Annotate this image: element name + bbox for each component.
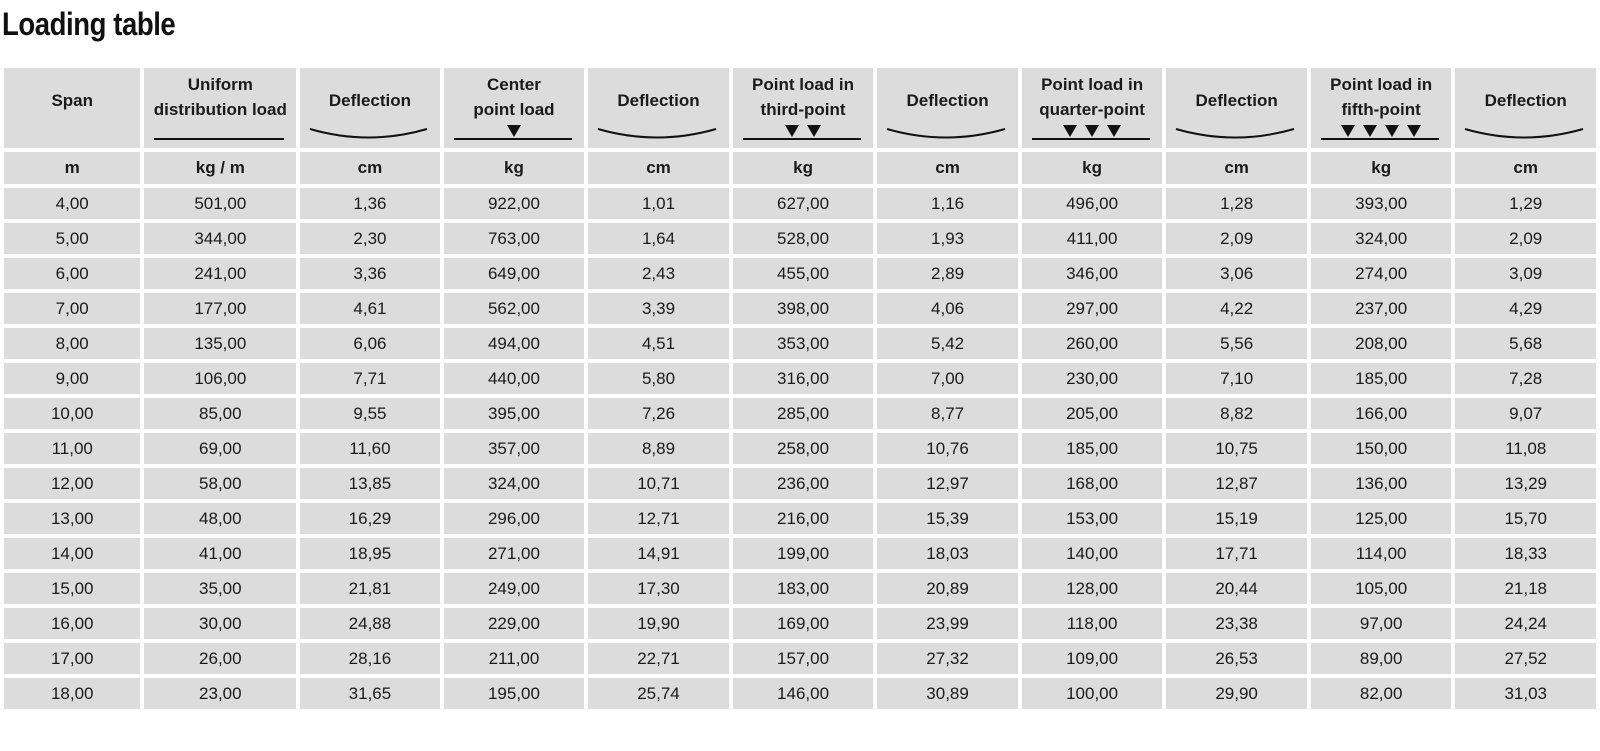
load-line-icon (1032, 138, 1151, 140)
value-cell: 1,93 (877, 223, 1018, 254)
column-header-label: Center point load (473, 75, 555, 119)
down-arrow-icon (1107, 125, 1121, 137)
value-cell: 17,71 (1166, 538, 1307, 569)
value-cell: 12,97 (877, 468, 1018, 499)
value-cell: 649,00 (444, 258, 585, 289)
value-cell: 20,89 (877, 573, 1018, 604)
column-header-label: Span (51, 90, 93, 110)
value-cell: 440,00 (444, 363, 585, 394)
header-cell (1455, 68, 1596, 148)
value-cell: 344,00 (144, 223, 296, 254)
value-cell: 249,00 (444, 573, 585, 604)
value-cell: 393,00 (1311, 188, 1452, 219)
value-cell: 9,55 (300, 398, 440, 429)
deflection-curve-icon (885, 126, 1007, 142)
span-cell: 9,00 (4, 363, 140, 394)
span-cell: 11,00 (4, 433, 140, 464)
unit-cell: kg (1311, 152, 1452, 184)
value-cell: 13,85 (300, 468, 440, 499)
page-title: Loading table (2, 6, 176, 42)
unit-cell: kg / m (144, 152, 296, 184)
value-cell: 1,01 (588, 188, 729, 219)
span-cell: 4,00 (4, 188, 140, 219)
value-cell: 135,00 (144, 328, 296, 359)
header-cell (1022, 68, 1163, 148)
value-cell: 398,00 (733, 293, 874, 324)
table-row (4, 643, 1596, 674)
span-cell: 12,00 (4, 468, 140, 499)
down-arrow-icon (1085, 125, 1099, 137)
value-cell: 230,00 (1022, 363, 1163, 394)
value-cell: 105,00 (1311, 573, 1452, 604)
value-cell: 395,00 (444, 398, 585, 429)
value-cell: 153,00 (1022, 503, 1163, 534)
loading-table-container (4, 68, 1600, 713)
value-cell: 106,00 (144, 363, 296, 394)
span-cell: 17,00 (4, 643, 140, 674)
unit-cell: cm (588, 152, 729, 184)
value-cell: 216,00 (733, 503, 874, 534)
load-line-icon (743, 138, 862, 140)
value-cell: 237,00 (1311, 293, 1452, 324)
value-cell: 22,71 (588, 643, 729, 674)
value-cell: 168,00 (1022, 468, 1163, 499)
value-cell: 316,00 (733, 363, 874, 394)
column-header-label: Point load in fifth-point (1330, 75, 1433, 119)
value-cell: 229,00 (444, 608, 585, 639)
value-cell: 1,36 (300, 188, 440, 219)
deflection-curve-icon (1174, 126, 1296, 142)
value-cell: 258,00 (733, 433, 874, 464)
value-cell: 2,09 (1166, 223, 1307, 254)
value-cell: 146,00 (733, 678, 874, 709)
table-row (4, 678, 1596, 709)
header-cell (1166, 68, 1307, 148)
value-cell: 18,33 (1455, 538, 1596, 569)
value-cell: 26,00 (144, 643, 296, 674)
header-cell (1311, 68, 1452, 148)
value-cell: 1,29 (1455, 188, 1596, 219)
units-row (4, 152, 1596, 184)
span-cell: 6,00 (4, 258, 140, 289)
table-row (4, 468, 1596, 499)
value-cell: 109,00 (1022, 643, 1163, 674)
value-cell: 114,00 (1311, 538, 1452, 569)
table-row (4, 573, 1596, 604)
value-cell: 150,00 (1311, 433, 1452, 464)
value-cell: 324,00 (1311, 223, 1452, 254)
value-cell: 357,00 (444, 433, 585, 464)
value-cell: 3,06 (1166, 258, 1307, 289)
value-cell: 3,39 (588, 293, 729, 324)
unit-cell: kg (444, 152, 585, 184)
value-cell: 195,00 (444, 678, 585, 709)
down-arrow-icon (1341, 125, 1355, 137)
value-cell: 15,39 (877, 503, 1018, 534)
value-cell: 496,00 (1022, 188, 1163, 219)
value-cell: 19,90 (588, 608, 729, 639)
value-cell: 140,00 (1022, 538, 1163, 569)
value-cell: 528,00 (733, 223, 874, 254)
value-cell: 30,00 (144, 608, 296, 639)
table-row (4, 293, 1596, 324)
value-cell: 11,08 (1455, 433, 1596, 464)
value-cell: 10,75 (1166, 433, 1307, 464)
header-cell (877, 68, 1018, 148)
column-header-label: Point load in third-point (752, 75, 855, 119)
value-cell: 8,77 (877, 398, 1018, 429)
value-cell: 11,60 (300, 433, 440, 464)
value-cell: 285,00 (733, 398, 874, 429)
point-load-arrows (1022, 125, 1163, 137)
value-cell: 271,00 (444, 538, 585, 569)
header-cell (444, 68, 585, 148)
value-cell: 3,36 (300, 258, 440, 289)
down-arrow-icon (1363, 125, 1377, 137)
down-arrow-icon (1063, 125, 1077, 137)
value-cell: 297,00 (1022, 293, 1163, 324)
table-row (4, 608, 1596, 639)
value-cell: 48,00 (144, 503, 296, 534)
value-cell: 177,00 (144, 293, 296, 324)
table-row (4, 433, 1596, 464)
column-header-label: Deflection (617, 90, 700, 110)
value-cell: 13,29 (1455, 468, 1596, 499)
value-cell: 23,38 (1166, 608, 1307, 639)
value-cell: 5,68 (1455, 328, 1596, 359)
header-cell (4, 68, 140, 148)
value-cell: 205,00 (1022, 398, 1163, 429)
value-cell: 31,65 (300, 678, 440, 709)
span-cell: 10,00 (4, 398, 140, 429)
value-cell: 922,00 (444, 188, 585, 219)
table-row (4, 398, 1596, 429)
value-cell: 82,00 (1311, 678, 1452, 709)
value-cell: 455,00 (733, 258, 874, 289)
span-cell: 5,00 (4, 223, 140, 254)
value-cell: 14,91 (588, 538, 729, 569)
value-cell: 97,00 (1311, 608, 1452, 639)
value-cell: 7,28 (1455, 363, 1596, 394)
value-cell: 89,00 (1311, 643, 1452, 674)
header-cell (588, 68, 729, 148)
table-row (4, 328, 1596, 359)
value-cell: 58,00 (144, 468, 296, 499)
value-cell: 100,00 (1022, 678, 1163, 709)
down-arrow-icon (785, 125, 799, 137)
span-cell: 15,00 (4, 573, 140, 604)
value-cell: 2,30 (300, 223, 440, 254)
value-cell: 69,00 (144, 433, 296, 464)
table-row (4, 538, 1596, 569)
column-header-label: Deflection (1195, 90, 1278, 110)
value-cell: 411,00 (1022, 223, 1163, 254)
value-cell: 494,00 (444, 328, 585, 359)
value-cell: 15,70 (1455, 503, 1596, 534)
value-cell: 30,89 (877, 678, 1018, 709)
point-load-arrows (1311, 125, 1452, 137)
unit-cell: cm (1455, 152, 1596, 184)
value-cell: 128,00 (1022, 573, 1163, 604)
value-cell: 6,06 (300, 328, 440, 359)
value-cell: 3,09 (1455, 258, 1596, 289)
value-cell: 2,09 (1455, 223, 1596, 254)
value-cell: 501,00 (144, 188, 296, 219)
unit-cell: cm (300, 152, 440, 184)
value-cell: 85,00 (144, 398, 296, 429)
column-header-label: Uniform distribution load (153, 75, 287, 119)
value-cell: 260,00 (1022, 328, 1163, 359)
value-cell: 157,00 (733, 643, 874, 674)
header-cell (300, 68, 440, 148)
value-cell: 28,16 (300, 643, 440, 674)
value-cell: 24,24 (1455, 608, 1596, 639)
unit-cell: m (4, 152, 140, 184)
value-cell: 241,00 (144, 258, 296, 289)
value-cell: 20,44 (1166, 573, 1307, 604)
value-cell: 16,29 (300, 503, 440, 534)
span-cell: 14,00 (4, 538, 140, 569)
deflection-curve-icon (596, 126, 718, 142)
column-header-label: Deflection (328, 90, 412, 110)
value-cell: 21,18 (1455, 573, 1596, 604)
value-cell: 17,30 (588, 573, 729, 604)
point-load-arrows (444, 125, 585, 137)
value-cell: 18,03 (877, 538, 1018, 569)
value-cell: 2,89 (877, 258, 1018, 289)
value-cell: 9,07 (1455, 398, 1596, 429)
column-header-label: Point load in quarter-point (1039, 75, 1145, 119)
value-cell: 29,90 (1166, 678, 1307, 709)
value-cell: 2,43 (588, 258, 729, 289)
value-cell: 25,74 (588, 678, 729, 709)
value-cell: 18,95 (300, 538, 440, 569)
value-cell: 7,26 (588, 398, 729, 429)
down-arrow-icon (1385, 125, 1399, 137)
value-cell: 211,00 (444, 643, 585, 674)
value-cell: 4,06 (877, 293, 1018, 324)
span-cell: 13,00 (4, 503, 140, 534)
value-cell: 5,42 (877, 328, 1018, 359)
span-cell: 7,00 (4, 293, 140, 324)
value-cell: 274,00 (1311, 258, 1452, 289)
deflection-curve-icon (308, 126, 429, 142)
value-cell: 296,00 (444, 503, 585, 534)
value-cell: 35,00 (144, 573, 296, 604)
value-cell: 21,81 (300, 573, 440, 604)
value-cell: 236,00 (733, 468, 874, 499)
value-cell: 185,00 (1022, 433, 1163, 464)
unit-cell: kg (1022, 152, 1163, 184)
value-cell: 4,61 (300, 293, 440, 324)
load-line-icon (454, 138, 573, 140)
point-load-arrows (733, 125, 874, 137)
span-cell: 18,00 (4, 678, 140, 709)
header-cell (733, 68, 874, 148)
value-cell: 763,00 (444, 223, 585, 254)
value-cell: 31,03 (1455, 678, 1596, 709)
value-cell: 1,28 (1166, 188, 1307, 219)
value-cell: 5,80 (588, 363, 729, 394)
value-cell: 136,00 (1311, 468, 1452, 499)
table-row (4, 188, 1596, 219)
value-cell: 208,00 (1311, 328, 1452, 359)
unit-cell: cm (877, 152, 1018, 184)
value-cell: 8,89 (588, 433, 729, 464)
value-cell: 562,00 (444, 293, 585, 324)
value-cell: 1,64 (588, 223, 729, 254)
value-cell: 125,00 (1311, 503, 1452, 534)
unit-cell: cm (1166, 152, 1307, 184)
loading-table (0, 64, 1600, 713)
header-cell (144, 68, 296, 148)
value-cell: 4,22 (1166, 293, 1307, 324)
down-arrow-icon (807, 125, 821, 137)
value-cell: 183,00 (733, 573, 874, 604)
value-cell: 627,00 (733, 188, 874, 219)
column-header-label: Deflection (906, 90, 989, 110)
span-cell: 8,00 (4, 328, 140, 359)
value-cell: 8,82 (1166, 398, 1307, 429)
value-cell: 185,00 (1311, 363, 1452, 394)
value-cell: 4,29 (1455, 293, 1596, 324)
table-row (4, 363, 1596, 394)
value-cell: 15,19 (1166, 503, 1307, 534)
value-cell: 23,00 (144, 678, 296, 709)
value-cell: 26,53 (1166, 643, 1307, 674)
deflection-curve-icon (1463, 126, 1585, 142)
value-cell: 10,71 (588, 468, 729, 499)
table-row (4, 223, 1596, 254)
span-cell: 16,00 (4, 608, 140, 639)
value-cell: 7,10 (1166, 363, 1307, 394)
table-row (4, 258, 1596, 289)
value-cell: 353,00 (733, 328, 874, 359)
value-cell: 27,52 (1455, 643, 1596, 674)
value-cell: 166,00 (1311, 398, 1452, 429)
value-cell: 10,76 (877, 433, 1018, 464)
header-row (4, 68, 1596, 148)
value-cell: 23,99 (877, 608, 1018, 639)
value-cell: 41,00 (144, 538, 296, 569)
down-arrow-icon (1407, 125, 1421, 137)
value-cell: 199,00 (733, 538, 874, 569)
value-cell: 4,51 (588, 328, 729, 359)
load-line-icon (154, 138, 284, 140)
value-cell: 24,88 (300, 608, 440, 639)
down-arrow-icon (507, 125, 521, 137)
value-cell: 12,71 (588, 503, 729, 534)
column-header-label: Deflection (1484, 90, 1567, 110)
value-cell: 12,87 (1166, 468, 1307, 499)
value-cell: 1,16 (877, 188, 1018, 219)
table-row (4, 503, 1596, 534)
value-cell: 5,56 (1166, 328, 1307, 359)
value-cell: 27,32 (877, 643, 1018, 674)
value-cell: 7,00 (877, 363, 1018, 394)
value-cell: 324,00 (444, 468, 585, 499)
value-cell: 118,00 (1022, 608, 1163, 639)
value-cell: 346,00 (1022, 258, 1163, 289)
value-cell: 169,00 (733, 608, 874, 639)
unit-cell: kg (733, 152, 874, 184)
load-line-icon (1321, 138, 1440, 140)
value-cell: 7,71 (300, 363, 440, 394)
